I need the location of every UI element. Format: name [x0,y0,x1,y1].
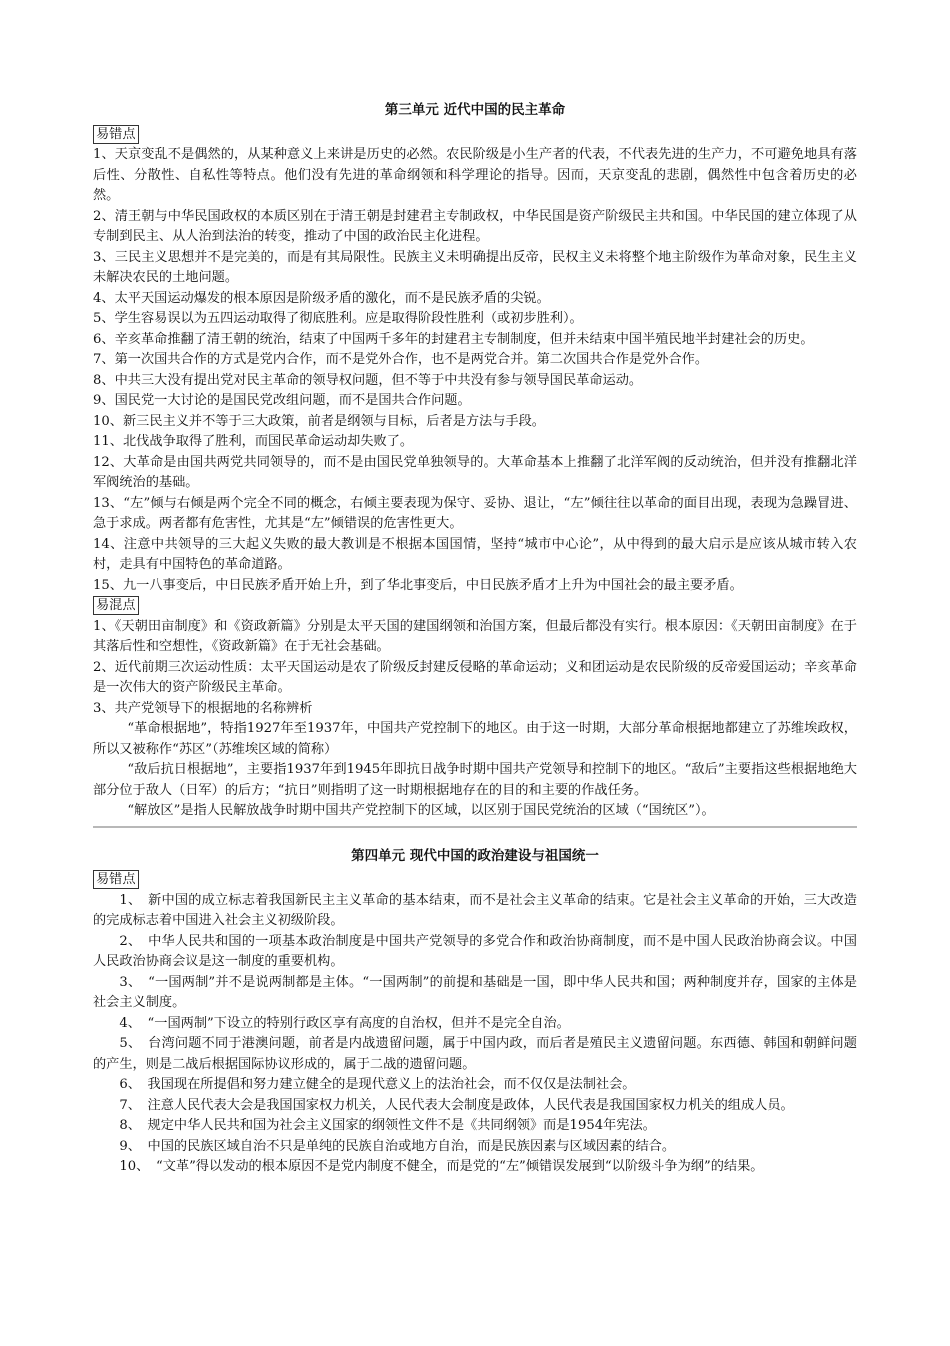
unit4-errors-list [93,891,857,1178]
list-item: 7、 注意人民代表大会是我国国家权力机关，人民代表大会制度是政体，人民代表是我国国家权力机关的组成人员。 [119,1097,794,1113]
unit3-errors-label: 易错点 [93,125,139,144]
unit4-errors-label: 易错点 [93,870,139,889]
list-item: 1、天京变乱不是偶然的，从某种意义上来讲是历史的必然。农民阶级是小生产者的代表，不代表先进的生产力，不可避免地具有落后性、分散性、自私性等特点。他们没有先进的革命纲领和科学理论的指导。因而，天京变乱的悲剧，偶然性中包含着历史的必然。 [93,147,857,203]
list-item: 1、 新中国的成立标志着我国新民主主义革命的基本结束，而不是社会主义革命的结束。它是社会主义革命的开始，三大改造的完成标志着中国进入社会主义初级阶段。 [93,892,857,928]
list-item: 2、清王朝与中华民国政权的本质区别在于清王朝是封建君主专制政权，中华民国是资产阶级民主共和国。中华民国的建立体现了从专制到民主、从人治到法治的转变，推动了中国的政治民主化进程。 [93,208,857,244]
list-item: 7、第一次国共合作的方式是党内合作，而不是党外合作，也不是两党合并。第二次国共合作是党外合作。 [93,352,709,367]
list-item: 5、 台湾问题不同于港澳问题，前者是内战遗留问题，属于中国内政，而后者是殖民主义遗留问题。东西德、韩国和朝鲜问题的产生，则是二战后根据国际协议形成的，属于二战的遗留问题。 [93,1036,857,1072]
unit4-title: 第四单元 现代中国的政治建设与祖国统一 [351,847,599,864]
list-item: 4、太平天国运动爆发的根本原因是阶级矛盾的激化，而不是民族矛盾的尖锐。 [93,290,550,306]
list-item: 3、三民主义思想并不是完美的，而是有其局限性。民族主义未明确提出反帝，民权主义未将整个地主阶级作为革命对象，民生主义未解决农民的土地问题。 [93,249,857,285]
list-item: “革命根据地”，特指1927年至1937年，中国共产党控制下的地区。由于这一时期，大部分革命根据地都建立了苏维埃政权，所以又被称作“苏区”（苏维埃区域的简称） [93,721,857,757]
list-item: 3、 “一国两制”并不是说两制都是主体。“一国两制”的前提和基础是一国，即中华人民共和国；两种制度并存，国家的主体是社会主义制度。 [93,974,857,1010]
list-item: 14、注意中共领导的三大起义失败的最大教训是不根据本国国情，坚持“城市中心论”，从中得到的最大启示是应该从城市转入农村，走具有中国特色的革命道路。 [93,536,857,572]
list-item: 2、 中华人民共和国的一项基本政治制度是中国共产党领导的多党合作和政治协商制度，而不是中国人民政治协商会议。中国人民政治协商会议是这一制度的重要机构。 [93,933,857,969]
list-item: “敌后抗日根据地”，主要指1937年到1945年即抗日战争时期中国共产党领导和控制下的地区。“敌后”主要指这些根据地绝大部分位于敌人（日军）的后方；“抗日”则指明了这一时期根据地存在的目的和主要的作战任务。 [93,762,857,798]
list-item: 10、 “文革”得以发动的根本原因不是党内制度不健全，而是党的“左”倾错误发展到“以阶级斗争为纲”的结果。 [119,1159,764,1174]
unit3-confuse-list [93,617,857,822]
document-page [93,100,857,1178]
list-item: 11、北伐战争取得了胜利，而国民革命运动却失败了。 [93,434,414,449]
list-item: 4、 “一国两制”下设立的特别行政区享有高度的自治权，但并不是完全自治。 [119,1015,570,1031]
list-item: 1、《天朝田亩制度》和《资政新篇》分别是太平天国的建国纲领和治国方案，但最后都没有实行。根本原因：《天朝田亩制度》在于其落后性和空想性，《资政新篇》在于无社会基础。 [93,618,857,654]
unit3-title: 第三单元 近代中国的民主革命 [384,102,566,118]
unit3-errors-list [93,145,857,596]
list-item: 2、近代前期三次运动性质：太平天国运动是农了阶级反封建反侵略的革命运动；义和团运动是农民阶级的反帝爱国运动；辛亥革命是一次伟大的资产阶级民主革命。 [93,659,857,695]
list-item: 13、“左”倾与右倾是两个完全不同的概念，右倾主要表现为保守、妥协、退让，“左”倾往往以革命的面目出现，表现为急躁冒进、急于求成。两者都有危害性，尤其是“左”倾错误的危害性更大。 [93,495,857,531]
list-item: 8、 规定中华人民共和国为社会主义国家的纲领性文件不是《共同纲领》而是1954年宪法。 [119,1118,656,1133]
list-item: “解放区”是指人民解放战争时期中国共产党控制下的区域，以区别于国民党统治的区域（“国统区”）。 [127,803,715,818]
list-item: 12、大革命是由国共两党共同领导的，而不是由国民党单独领导的。大革命基本上推翻了北洋军阀的反动统治，但并没有推翻北洋军阀统治的基础。 [93,454,857,490]
list-item: 6、 我国现在所提倡和努力建立健全的是现代意义上的法治社会，而不仅仅是法制社会。 [119,1077,636,1092]
unit3-confuse-label: 易混点 [93,596,139,615]
list-item: 6、辛亥革命推翻了清王朝的统治，结束了中国两千多年的封建君主专制制度，但并未结束中国半殖民地半封建社会的历史。 [93,331,814,347]
list-item: 3、共产党领导下的根据地的名称辨析 [93,700,313,716]
list-item: 10、新三民主义并不等于三大政策，前者是纲领与目标，后者是方法与手段。 [93,413,545,429]
list-item: 15、九一八事变后，中日民族矛盾开始上升，到了华北事变后，中日民族矛盾才上升为中国社会的最主要矛盾。 [93,577,743,593]
list-item: 5、学生容易误以为五四运动取得了彻底胜利。应是取得阶段性胜利（或初步胜利）。 [93,311,583,326]
list-item: 8、中共三大没有提出党对民主革命的领导权问题，但不等于中共没有参与领导国民革命运动。 [93,372,643,388]
list-item: 9、国民党一大讨论的是国民党改组问题，而不是国共合作问题。 [93,393,471,408]
list-item: 9、 中国的民族区域自治不只是单纯的民族自治或地方自治，而是民族因素与区域因素的结合。 [119,1138,676,1154]
